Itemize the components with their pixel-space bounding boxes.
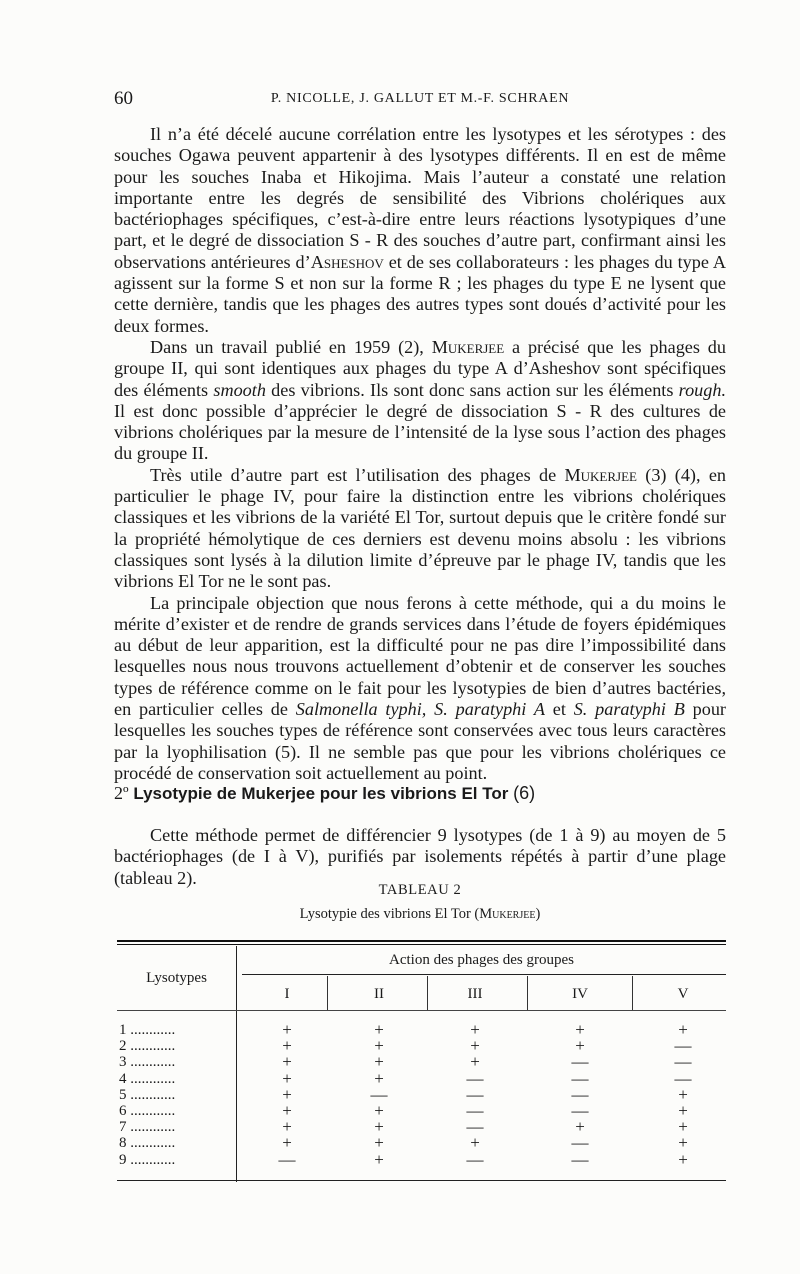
table-subtitle xyxy=(114,906,726,923)
p3-text-b: (3) (4), en particulier le phage IV, pour faire la distinction entre les vibrions cholériques classiques et les vibrions de la variété El Tor, surtout depuis que le critère fondé sur la propriété hémolytique de ces derniers est devenu moins absolu : les vibrions classiques sont lysés à la dilution limite d’épreuve par le phage IV, tandis que les vibrions El Tor ne le sont pas. xyxy=(114,464,726,592)
table-row xyxy=(117,1149,726,1169)
table-subtitle-prefix: Lysotypie des vibrions El Tor ( xyxy=(299,906,480,922)
table-subtitle-suffix: ) xyxy=(535,906,541,922)
column-header: I xyxy=(284,986,290,1002)
table-row xyxy=(117,1119,726,1135)
table-cell: — xyxy=(466,1068,484,1088)
table-row xyxy=(117,1068,726,1088)
p2-text-a: Dans un travail publié en 1959 (2), xyxy=(150,336,432,357)
table-cell: — xyxy=(674,1036,692,1056)
row-label: 2 ............ xyxy=(119,1038,176,1055)
row-label: 7 ............ xyxy=(119,1119,176,1136)
body-text xyxy=(114,124,726,784)
row-header: Lysotypes xyxy=(146,970,207,986)
table-cell: + xyxy=(470,1052,480,1072)
table-rule-top-2 xyxy=(117,944,726,945)
table-cell: + xyxy=(678,1020,688,1039)
table-cell: + xyxy=(282,1133,292,1153)
page-number: 60 xyxy=(114,88,133,109)
table-cell: + xyxy=(470,1020,480,1039)
column-header: III xyxy=(467,986,483,1002)
table-cell: + xyxy=(575,1036,585,1056)
table-cell: + xyxy=(282,1068,292,1088)
table-caption: TABLEAU 2 xyxy=(378,882,462,898)
p1-text-a: Il n’a été décelé aucune corrélation entre les lysotypes et les sérotypes : des souches Ogawa peuvent appartenir à des lysotypes différents. Il en est de même pour les souches Inaba et Hikojima. Mais l’auteur a constaté une relation importante entre les degrés de sensibilité des Vibrions cholériques aux bactériophages spécifiques, c’est-à-dire entre leurs réactions lysotypiques d’une part, et le degré de dissociation S - R des souches d’autre part, confirmant ainsi les observations antérieures d’ xyxy=(114,124,726,272)
table-cell: + xyxy=(575,1020,585,1039)
row-label: 9 ............ xyxy=(119,1151,176,1168)
table-row xyxy=(117,1135,726,1151)
term-smooth: smooth xyxy=(213,379,266,400)
table-cell: — xyxy=(571,1133,589,1153)
term-rough: rough. xyxy=(678,379,726,400)
table-cell: + xyxy=(470,1133,480,1153)
row-label: 4 ............ xyxy=(119,1070,176,1087)
row-label: 1 ............ xyxy=(119,1022,176,1038)
table-cell: — xyxy=(278,1149,296,1169)
paragraph-4 xyxy=(114,593,726,785)
section-title-text: Lysotypie de Mukerjee pour les vibrions El Tor xyxy=(133,784,509,803)
table-row xyxy=(117,1022,726,1038)
table-row xyxy=(117,1084,726,1104)
table-cell: — xyxy=(370,1084,388,1104)
table-body xyxy=(117,1022,726,1168)
intro-paragraph xyxy=(114,825,726,889)
p2-text-d: Il est donc possible d’apprécier le degré de dissociation S - R des cultures de vibrions cholériques par la mesure de l’intensité de la lyse sous l’action des phages du groupe II. xyxy=(114,400,726,464)
table-cell: + xyxy=(678,1100,688,1120)
table-cell: — xyxy=(674,1068,692,1088)
paragraph-2 xyxy=(114,337,726,465)
p1-text-b: et de ses collaborateurs : les phages du type A agissent sur la forme S et non sur la forme R ; les phages du type E ne lysent que cette dernière, tandis que les phages des autres types sont doués d’activité pour les deux formes. xyxy=(114,251,726,336)
column-separator xyxy=(327,976,328,1010)
table-cell: — xyxy=(571,1100,589,1120)
section-number: 2º xyxy=(114,783,129,803)
author-name-mukerjee-2: Mukerjee xyxy=(564,464,637,485)
table-rule-bottom xyxy=(117,1180,726,1181)
species-salmonella: Salmonella typhi, S. paratyphi A xyxy=(295,699,545,720)
p2-text-b: a précisé que les phages du groupe II, qui sont identiques aux phages du type A d’Asheshov sont spécifiques des éléments xyxy=(114,336,726,400)
table-cell: + xyxy=(282,1117,292,1137)
table-cell: + xyxy=(282,1036,292,1056)
p4-text-b: et xyxy=(544,699,574,720)
table-cell: — xyxy=(571,1052,589,1072)
table-cell: + xyxy=(575,1117,585,1137)
table-cell: + xyxy=(282,1084,292,1104)
row-label: 5 ............ xyxy=(119,1086,176,1103)
column-header: V xyxy=(677,986,689,1002)
column-separator xyxy=(527,976,528,1010)
column-header: IV xyxy=(572,986,588,1002)
table-cell: + xyxy=(374,1100,384,1120)
table-cell: + xyxy=(470,1036,480,1056)
section-ref: (6) xyxy=(513,783,536,803)
table-cell: + xyxy=(374,1133,384,1153)
table-cell: + xyxy=(374,1036,384,1056)
section-heading xyxy=(114,783,726,804)
running-title: P. NICOLLE, J. GALLUT ET M.-F. SCHRAEN xyxy=(270,91,570,106)
p3-text-a: Très utile d’autre part est l’utilisation des phages de xyxy=(150,464,565,485)
table-row xyxy=(117,1038,726,1054)
p2-text-c: des vibrions. Ils sont donc sans action sur les éléments xyxy=(265,379,679,400)
page-header xyxy=(114,88,726,112)
author-name-mukerjee: Mukerjee xyxy=(431,336,505,357)
column-separator xyxy=(632,976,633,1010)
p4-text-c: pour lesquelles les souches types de référence sont conservées avec tous leurs caractères par la lyophilisation (5). Il ne semble pas que pour les vibrions cholériques ce procédé de conservation soit actuellement au point. xyxy=(114,699,726,783)
column-header: II xyxy=(374,986,384,1002)
table-subtitle-name: Mukerjee xyxy=(479,906,536,922)
row-label: 3 ............ xyxy=(119,1054,176,1071)
p4-text-a: La principale objection que nous ferons à cette méthode, qui a du moins le mérite d’exister et de rendre de grands services dans l’étude de foyers épidémiques au début de leur apparition, est la difficulté pour ne pas dire l’impossibilité dans lesquelles nous nous trouvons actuellement d’obtenir et de conserver les souches types de référence comme on le fait pour les lysotypies de bien d’autres bactéries, en particulier celles de xyxy=(114,592,726,720)
row-label: 8 ............ xyxy=(119,1135,176,1152)
group-header: Action des phages des groupes xyxy=(389,952,574,968)
intro-text: Cette méthode permet de différencier 9 lysotypes (de 1 à 9) au moyen de 5 bactériophages (de I à V), purifiés par isolements répétés à partir d’une plage (tableau 2). xyxy=(114,825,726,888)
table-cell: — xyxy=(466,1117,484,1137)
table-row xyxy=(117,1100,726,1120)
table-cell: — xyxy=(571,1084,589,1104)
table-cell: — xyxy=(571,1068,589,1088)
paragraph-3 xyxy=(114,465,726,593)
table-cell: + xyxy=(374,1117,384,1137)
species-paratyphi-b: S. paratyphi B xyxy=(573,699,685,720)
table-cell: + xyxy=(678,1117,688,1137)
table-cell: — xyxy=(466,1149,484,1169)
column-separator xyxy=(427,976,428,1010)
row-label: 6 ............ xyxy=(119,1102,176,1119)
table-cell: + xyxy=(374,1052,384,1072)
table-cell: — xyxy=(674,1052,692,1072)
table-cell: — xyxy=(571,1149,589,1169)
table-rule-top xyxy=(117,940,726,942)
table-cell: — xyxy=(466,1100,484,1120)
author-name-asheshov: Asheshov xyxy=(310,251,384,272)
table-cell: + xyxy=(374,1020,384,1039)
table-rule-columns xyxy=(117,1010,726,1011)
table-cell: + xyxy=(282,1020,292,1039)
table-rule-header xyxy=(242,974,726,975)
table-cell: + xyxy=(374,1149,384,1169)
table-cell: + xyxy=(374,1068,384,1088)
table-cell: + xyxy=(678,1149,688,1169)
table-cell: + xyxy=(678,1084,688,1104)
table-cell: + xyxy=(678,1133,688,1153)
paragraph-1 xyxy=(114,124,726,337)
table-cell: — xyxy=(466,1084,484,1104)
table-cell: + xyxy=(282,1052,292,1072)
table-row xyxy=(117,1054,726,1070)
table-cell: + xyxy=(282,1100,292,1120)
